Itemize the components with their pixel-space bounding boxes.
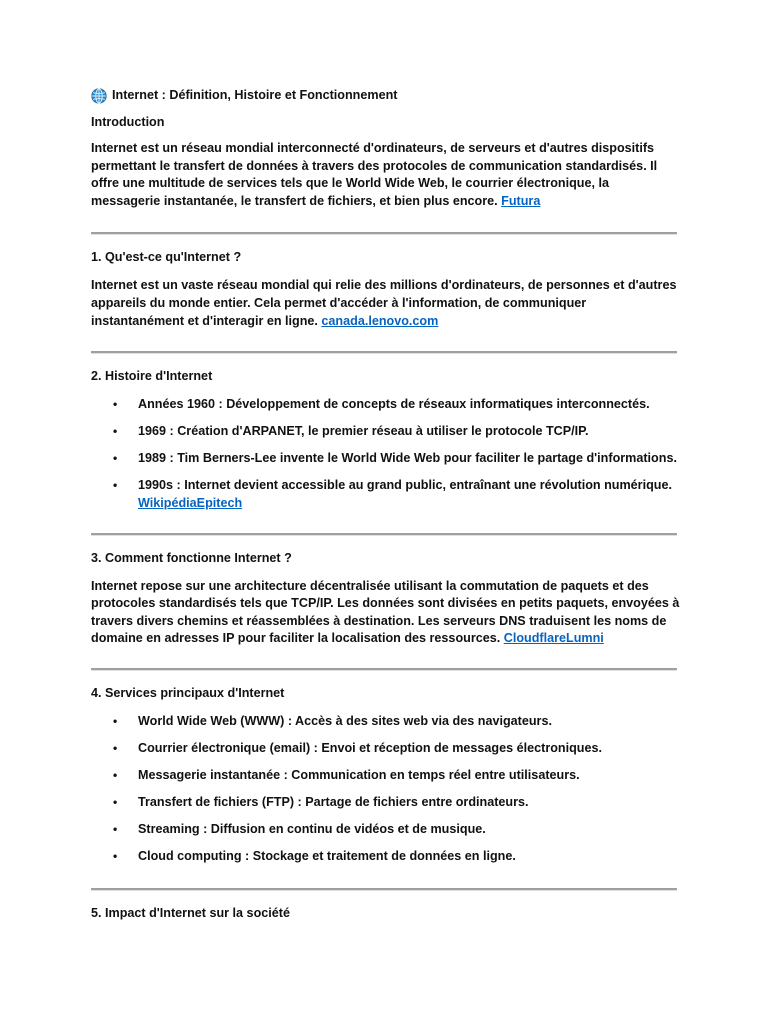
list-item-text: Courrier électronique (email) : Envoi et réception de messages électroniques. [138,741,603,756]
list-item [91,740,681,758]
intro-text: Internet est un réseau mondial interconnecté d'ordinateurs, de serveurs et d'autres dispositifs permettant le transfert de données à travers des protocoles de communication standardisés. Il offre une multitude de services tels que le World Wide Web, le courrier électronique, la messagerie instantanée, le transfert de fichiers, et bien plus encore. [91,141,658,208]
section-3-heading: 3. Comment fonctionne Internet ? [91,550,292,565]
list-item [91,423,681,441]
globe-icon [91,88,107,104]
divider [91,668,677,671]
list-item [91,396,681,414]
source-link-futura[interactable]: Futura [501,193,541,208]
section-3-paragraph [91,578,681,648]
title-row [91,86,681,106]
list-item-text: Messagerie instantanée : Communication en temps réel entre utilisateurs. [138,768,580,783]
document-page [91,86,681,924]
divider [91,888,677,891]
list-item [91,794,681,812]
section-2-heading: 2. Histoire d'Internet [91,369,213,384]
list-item-text: Streaming : Diffusion en continu de vidéos et de musique. [138,822,486,837]
list-item-text: 1969 : Création d'ARPANET, le premier réseau à utiliser le protocole TCP/IP. [138,424,589,439]
bullet-icon: • [113,822,118,837]
section-3-text: Internet repose sur une architecture décentralisée utilisant la commutation de paquets et des protocoles standardisés tels que TCP/IP. Les données sont divisées en petits paquets, envoyées à travers divers chemins et réassemblées à destination. Les serveurs DNS traduisent les noms de domaine en adresses IP pour faciliter la localisation des ressources. [91,578,680,646]
divider [91,533,677,536]
bullet-icon: • [113,768,118,783]
list-item [91,821,681,839]
section-1-text: Internet est un vaste réseau mondial qui relie des millions d'ordinateurs, de personnes et d'autres appareils du monde entier. Cela permet d'accéder à l'information, de communiquer instantanément et d'interagir en ligne. [91,278,677,328]
section-4-heading: 4. Services principaux d'Internet [91,686,285,700]
list-item-text: Cloud computing : Stockage et traitement de données en ligne. [138,849,516,864]
divider [91,351,677,354]
list-item-text: Transfert de fichiers (FTP) : Partage de fichiers entre ordinateurs. [138,795,529,810]
list-item [91,477,681,512]
history-list [91,396,681,512]
bullet-icon: • [113,795,118,810]
bullet-icon: • [113,424,118,439]
source-link-cloudflare-lumni[interactable]: CloudflareLumni [503,631,604,646]
bullet-icon: • [113,714,118,728]
bullet-icon: • [113,849,118,864]
divider [91,232,677,235]
bullet-icon: • [113,741,118,756]
intro-heading: Introduction [91,115,165,129]
services-list [91,713,681,866]
source-link-wikipedia-epitech[interactable]: WikipédiaEpitech [138,496,243,511]
section-1-heading: 1. Qu'est-ce qu'Internet ? [91,250,242,265]
list-item [91,713,681,731]
list-item-text: Années 1960 : Développement de concepts de réseaux informatiques interconnectés. [138,397,650,412]
section-5-heading: 5. Impact d'Internet sur la société [91,906,290,921]
list-item-text: World Wide Web (WWW) : Accès à des sites web via des navigateurs. [138,714,552,728]
list-item [91,767,681,785]
list-item-text: 1990s : Internet devient accessible au grand public, entraînant une révolution numérique. [138,478,672,493]
bullet-icon: • [113,397,118,412]
bullet-icon: • [113,451,118,466]
page-title: Internet : Définition, Histoire et Fonctionnement [112,88,398,103]
section-1-paragraph [91,277,681,330]
list-item [91,848,681,866]
source-link-lenovo[interactable]: canada.lenovo.com [321,313,439,328]
bullet-icon: • [113,478,118,493]
list-item [91,450,681,468]
intro-paragraph [91,140,681,210]
list-item-text: 1989 : Tim Berners-Lee invente le World Wide Web pour faciliter le partage d'informations. [138,451,677,466]
